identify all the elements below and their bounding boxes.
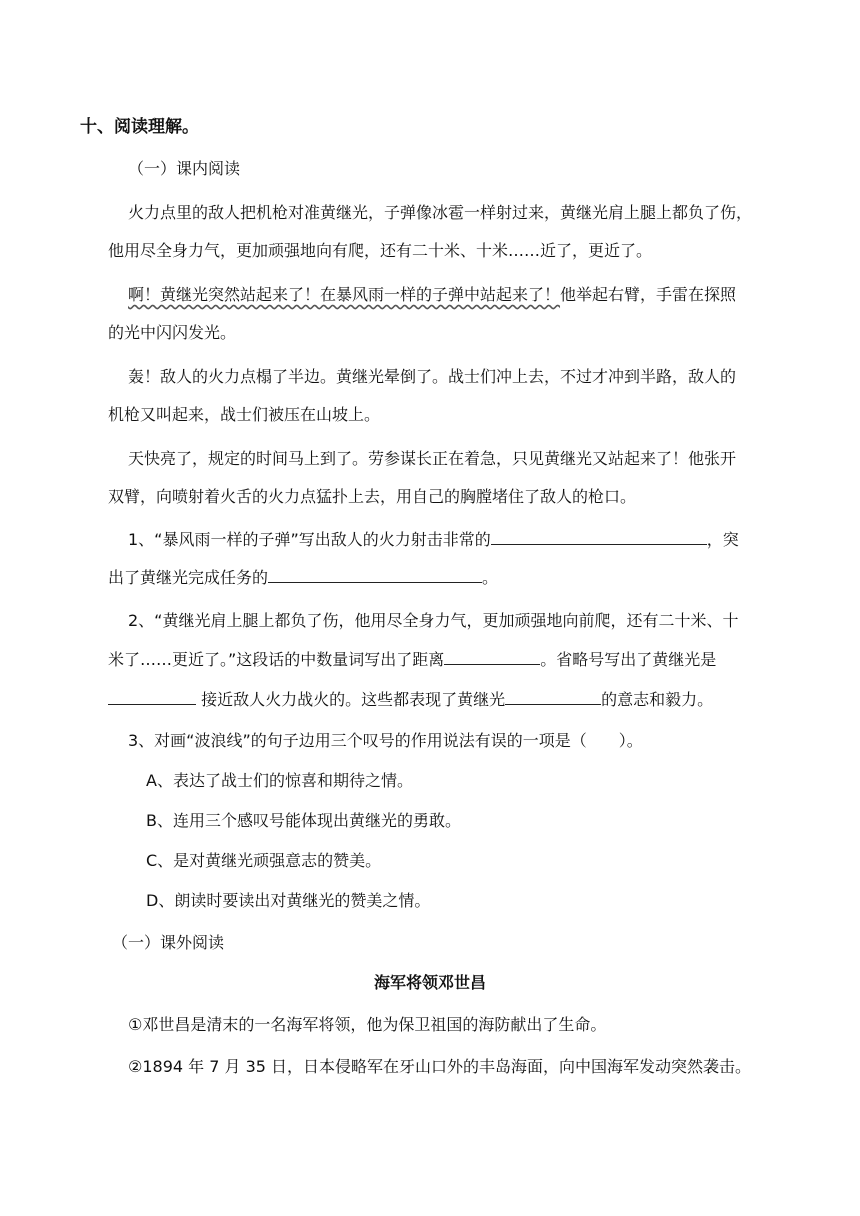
wavy-sentence: 啊！黄继光突然站起来了！在暴风雨一样的子弹中站起来了！	[128, 285, 561, 304]
part2-heading: （一）课外阅读	[112, 933, 225, 952]
article-paragraph: ①邓世昌是清末的一名海军将领，他为保卫祖国的海防献出了生命。	[128, 1015, 607, 1034]
passage-line	[128, 284, 736, 306]
question-1-cont: 出了黄继光完成任务的 。	[108, 568, 499, 587]
question-2: 2、“黄继光肩上腿上都负了伤，他用尽全身力气，更加顽强地向前爬，还有二十米、十	[128, 611, 739, 630]
passage-line: 双臂，向喷射着火舌的火力点猛扑上去，用自己的胸膛堵住了敌人的枪口。	[108, 487, 637, 506]
option-d: D、朗读时要读出对黄继光的赞美之情。	[146, 891, 431, 910]
passage-text: 他举起右臂，手雷在探照	[560, 285, 737, 304]
question-2-cont: 接近敌人火力战火的。这些都表现了黄继光 的意志和毅力。	[108, 688, 713, 711]
passage-line: 的光中闪闪发光。	[108, 323, 237, 342]
answer-blank[interactable]	[108, 688, 196, 705]
option-c: C、是对黄继光顽强意志的赞美。	[146, 851, 382, 870]
question-1: 1、“暴风雨一样的子弹”写出敌人的火力射击非常的 ，突	[128, 530, 739, 549]
answer-blank[interactable]	[491, 528, 707, 545]
question-3: 3、对画“波浪线”的句子边用三个叹号的作用说法有误的一项是（ ）。	[128, 731, 643, 750]
part1-heading: （一）课内阅读	[128, 159, 241, 178]
answer-blank[interactable]	[444, 648, 540, 665]
article-title: 海军将领邓世昌	[373, 973, 486, 992]
passage-line: 天快亮了，规定的时间马上到了。劳参谋长正在着急，只见黄继光又站起来了！他张开	[128, 449, 737, 468]
article-paragraph: ②1894 年 7 月 35 日，日本侵略军在牙山口外的丰岛海面，向中国海军发动突然袭击。	[128, 1057, 752, 1076]
answer-blank[interactable]	[505, 688, 601, 705]
option-b: B、连用三个感叹号能体现出黄继光的勇敢。	[146, 811, 461, 830]
passage-line: 轰！敌人的火力点榻了半边。黄继光晕倒了。战士们冲上去，不过才冲到半路，敌人的	[128, 367, 737, 386]
answer-blank[interactable]	[268, 566, 482, 583]
option-a: A、表达了战士们的惊喜和期待之情。	[146, 771, 413, 790]
passage-line: 火力点里的敌人把机枪对准黄继光，子弹像冰雹一样射过来，黄继光肩上腿上都负了伤，	[128, 203, 753, 222]
passage-line: 他用尽全身力气，更加顽强地向有爬，还有二十米、十米……近了，更近了。	[108, 241, 653, 260]
passage-line: 机枪又叫起来，战士们被压在山坡上。	[108, 405, 381, 424]
question-2-cont: 米了……更近了。”这段话的中数量词写出了距离 。省略号写出了黄继光是	[108, 650, 717, 669]
section-title: 十、阅读理解。	[80, 117, 199, 137]
